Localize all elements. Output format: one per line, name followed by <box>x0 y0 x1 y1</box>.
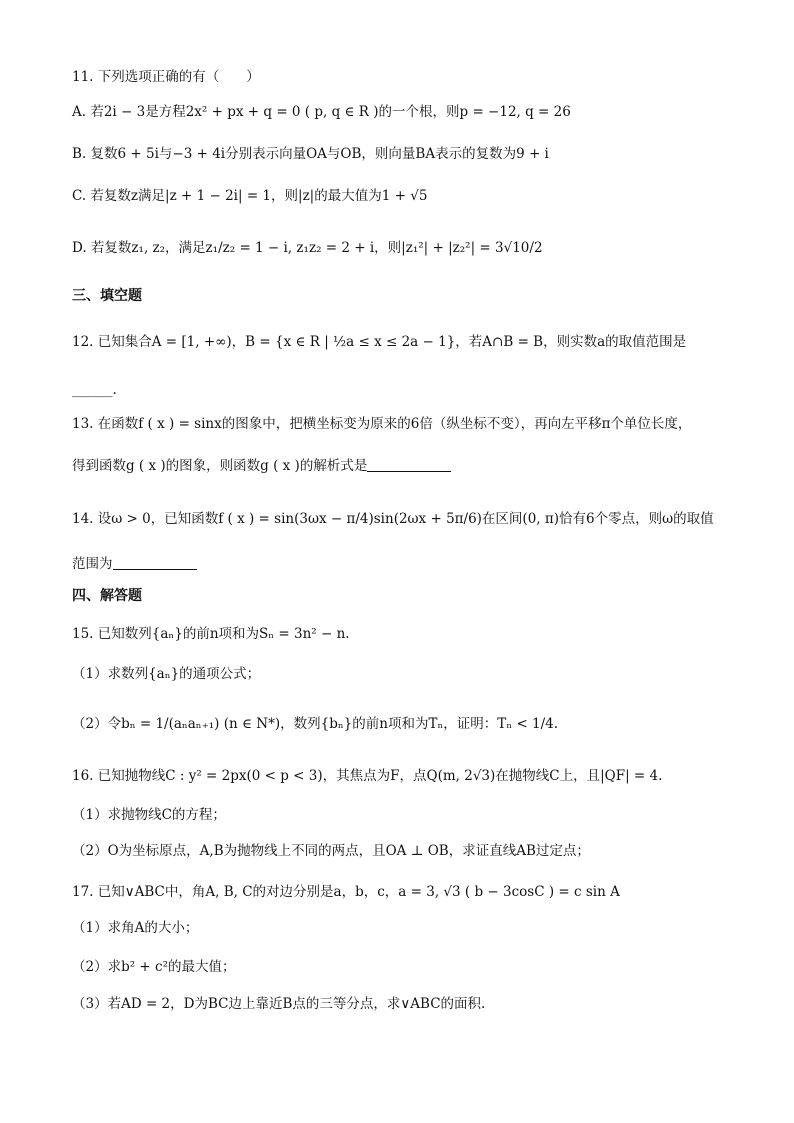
section-heading-solutions: 四、解答题 <box>72 588 142 604</box>
q17-stem: 17. 已知∨ABC中，角A, B, C的对边分别是a，b，c，a = 3, √3 ( b − 3cosC ) = c sin A <box>72 884 620 900</box>
q14-line2 <box>72 554 197 574</box>
q13-line2 <box>72 456 451 476</box>
q14-line1: 14. 设ω > 0，已知函数f ( x ) = sin(3ωx − π/4)sin(2ωx + 5π/6)在区间(0, π)恰有6个零点，则ω的取值 <box>72 511 714 527</box>
q11-option-d: D. 若复数z₁, z₂，满足z₁/z₂ = 1 − i, z₁z₂ = 2 + i，则|z₁²| + |z₂²| = 3√10/2 <box>72 240 543 256</box>
q17-part1: （1）求角A的大小； <box>72 920 199 936</box>
q14-line2-text: 范围为 <box>72 556 113 572</box>
q15-stem: 15. 已知数列{aₙ}的前n项和为Sₙ = 3n² − n. <box>72 626 350 642</box>
q13-answer-blank <box>367 457 451 472</box>
q16-stem: 16. 已知抛物线C : y² = 2px(0 < p < 3)，其焦点为F，点Q(m, 2√3)在抛物线C上，且|QF| = 4. <box>72 768 663 784</box>
q14-answer-blank <box>113 555 197 570</box>
q15-part2: （2）令bₙ = 1/(aₙaₙ₊₁) (n ∈ N*)，数列{bₙ}的前n项和为Tₙ，证明：Tₙ < 1/4. <box>72 716 559 732</box>
q13-line2-text: 得到函数g ( x )的图象，则函数g ( x )的解析式是 <box>72 458 368 474</box>
q16-part1: （1）求抛物线C的方程； <box>72 807 226 823</box>
q11-stem: 11. 下列选项正确的有（ ） <box>72 69 260 85</box>
q12-line2: ______. <box>72 382 117 398</box>
q12-line1: 12. 已知集合A = [1, +∞)，B = {x ∈ R | ½a ≤ x ≤ 2a − 1}，若A∩B = B，则实数a的取值范围是 <box>72 334 687 350</box>
q16-part2: （2）O为坐标原点，A,B为抛物线上不同的两点，且OA ⊥ OB，求证直线AB过定点； <box>72 843 590 859</box>
q11-option-b: B. 复数6 + 5i与−3 + 4i分别表示向量OA与OB，则向量BA表示的复数为9 + i <box>72 146 549 162</box>
q11-option-c: C. 若复数z满足|z + 1 − 2i| = 1，则|z|的最大值为1 + √5 <box>72 188 428 204</box>
section-heading-fill-in: 三、填空题 <box>72 288 142 304</box>
q11-option-a: A. 若2i − 3是方程2x² + px + q = 0 ( p, q ∈ R )的一个根，则p = −12, q = 26 <box>72 104 571 120</box>
q13-line1: 13. 在函数f ( x ) = sinx的图象中，把横坐标变为原来的6倍（纵坐标不变），再向左平移π个单位长度， <box>72 416 692 432</box>
q17-part2: （2）求b² + c²的最大值； <box>72 959 236 975</box>
q15-part1: （1）求数列{aₙ}的通项公式； <box>72 666 261 682</box>
q17-part3: （3）若AD = 2，D为BC边上靠近B点的三等分点，求∨ABC的面积. <box>72 996 486 1012</box>
